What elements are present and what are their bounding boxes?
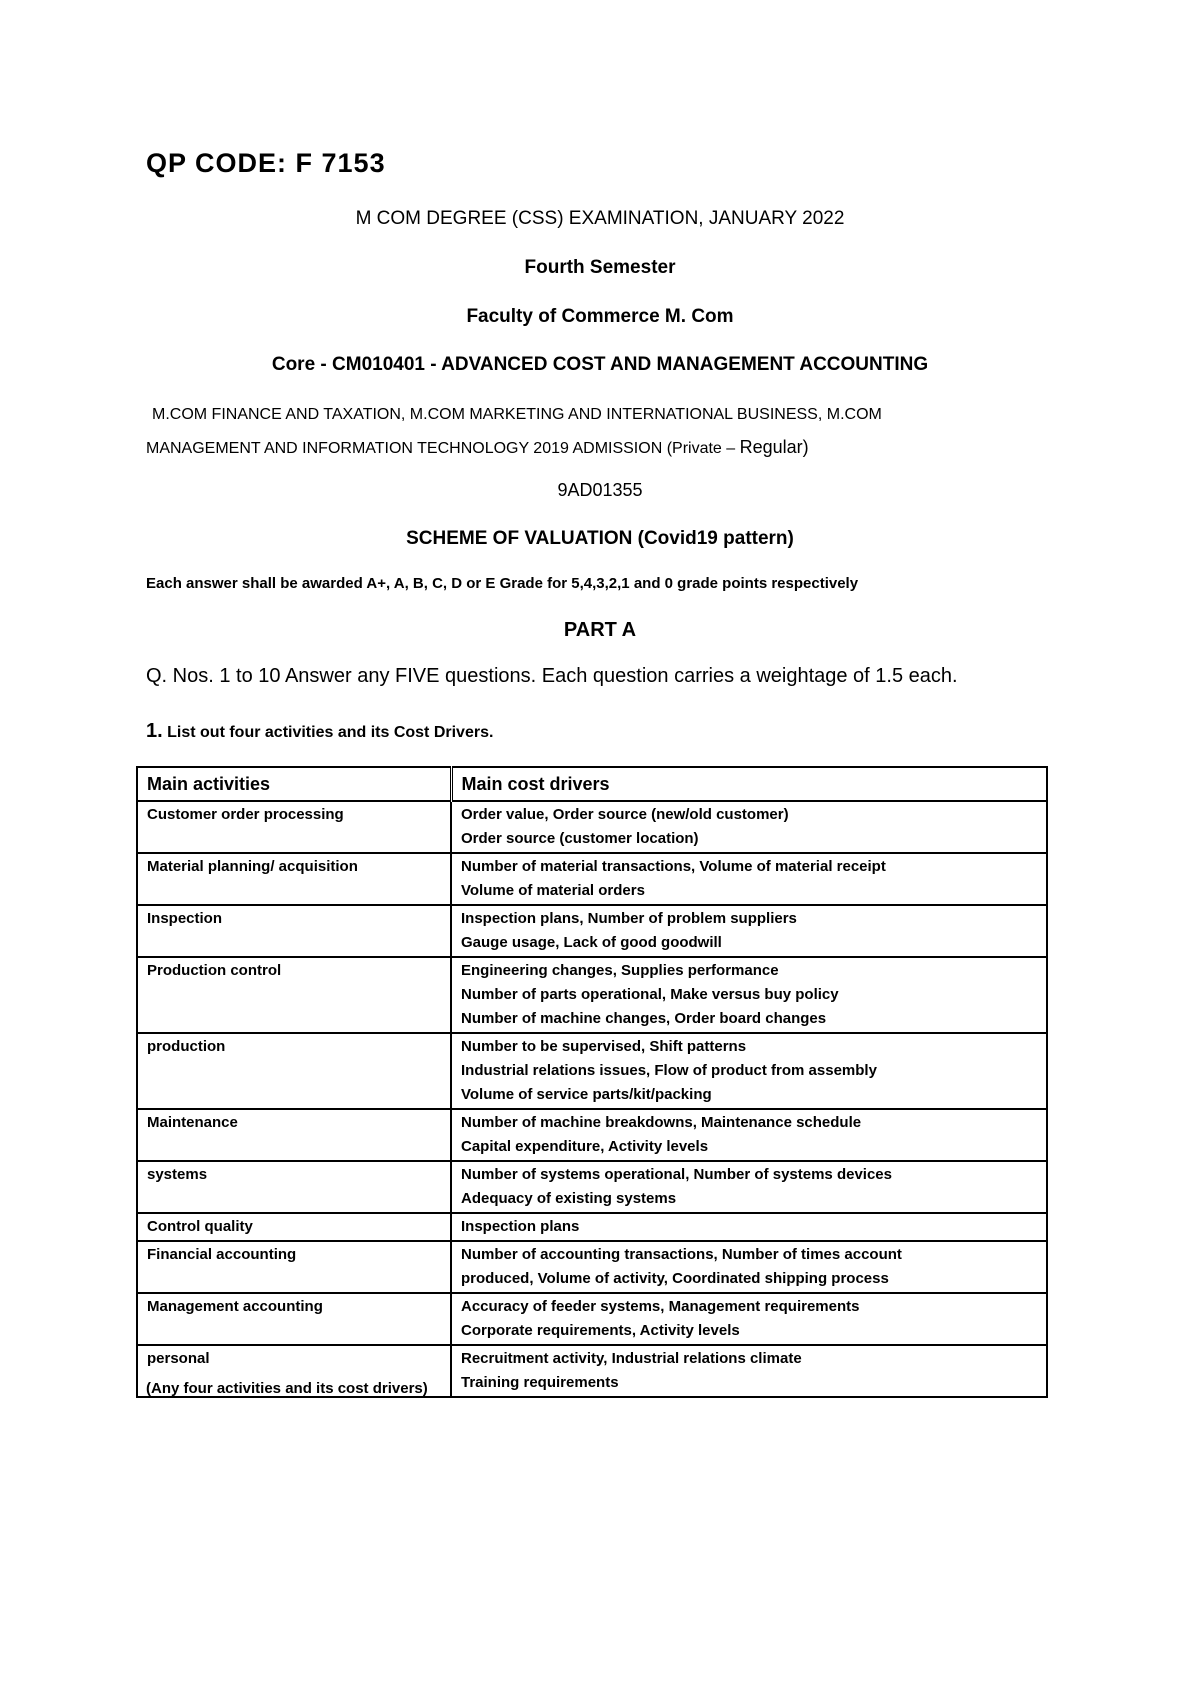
activity-cell: Management accounting [137, 1293, 451, 1345]
driver-line: Recruitment activity, Industrial relations climate [461, 1350, 802, 1367]
drivers-cell [451, 1109, 1047, 1161]
driver-line: Inspection plans [461, 1218, 580, 1235]
driver-line: Capital expenditure, Activity levels [461, 1138, 709, 1155]
driver-line: Number of machine changes, Order board changes [461, 1010, 827, 1027]
drivers-cell [451, 1293, 1047, 1345]
activity-cell: Production control [137, 957, 451, 1033]
activity-cell: systems [137, 1161, 451, 1213]
driver-line: Number of material transactions, Volume of material receipt [461, 858, 886, 875]
table-row [137, 905, 1047, 957]
drivers-cell [451, 957, 1047, 1033]
programme-line-1: M.COM FINANCE AND TAXATION, M.COM MARKETING AND INTERNATIONAL BUSINESS, M.COM [152, 406, 882, 423]
programme-regular: Regular) [739, 437, 809, 457]
activity-cell: personal [137, 1345, 451, 1397]
drivers-cell [451, 1213, 1047, 1241]
driver-line: Engineering changes, Supplies performance [461, 962, 779, 979]
table-row [137, 853, 1047, 905]
table-row [137, 1293, 1047, 1345]
table-row [137, 1213, 1047, 1241]
question-1-text: List out four activities and its Cost Drivers. [162, 724, 494, 741]
drivers-cell [451, 1241, 1047, 1293]
drivers-cell [451, 801, 1047, 853]
question-1-number: 1. [146, 720, 163, 742]
table-row [137, 1033, 1047, 1109]
activity-cell: Inspection [137, 905, 451, 957]
table-row [137, 1161, 1047, 1213]
driver-line: Corporate requirements, Activity levels [461, 1322, 740, 1339]
driver-line: Order value, Order source (new/old customer) [461, 806, 789, 823]
table-row [137, 801, 1047, 853]
exam-title: M COM DEGREE (CSS) EXAMINATION, JANUARY 2022 [355, 208, 845, 229]
table-row [137, 1109, 1047, 1161]
drivers-cell [451, 1033, 1047, 1109]
header-main-activities: Main activities [137, 767, 451, 801]
activity-cell: production [137, 1033, 451, 1109]
grading-note: Each answer shall be awarded A+, A, B, C, D or E Grade for 5,4,3,2,1 and 0 grade points respectively [146, 575, 859, 592]
header-main-cost-drivers: Main cost drivers [451, 767, 1047, 801]
drivers-cell [451, 905, 1047, 957]
activity-cell: Customer order processing [137, 801, 451, 853]
question-1 [146, 720, 493, 743]
driver-line: Number of parts operational, Make versus buy policy [461, 986, 839, 1003]
part-a-instructions: Q. Nos. 1 to 10 Answer any FIVE questions. Each question carries a weightage of 1.5 each. [146, 665, 958, 687]
cost-drivers-table [136, 766, 1048, 1398]
driver-line: produced, Volume of activity, Coordinated shipping process [461, 1270, 889, 1287]
scheme-title: SCHEME OF VALUATION (Covid19 pattern) [406, 528, 794, 549]
table-row [137, 1241, 1047, 1293]
driver-line: Number to be supervised, Shift patterns [461, 1038, 747, 1055]
activity-cell: Financial accounting [137, 1241, 451, 1293]
activity-cell: Control quality [137, 1213, 451, 1241]
driver-line: Order source (customer location) [461, 830, 699, 847]
drivers-cell [451, 1345, 1047, 1397]
activity-cell: Material planning/ acquisition [137, 853, 451, 905]
programme-list [146, 398, 1046, 465]
table-header-row [137, 767, 1047, 801]
table-row [137, 957, 1047, 1033]
semester: Fourth Semester [524, 257, 676, 278]
driver-line: Number of machine breakdowns, Maintenance schedule [461, 1114, 862, 1131]
driver-line: Number of accounting transactions, Number of times account [461, 1246, 902, 1263]
course-title: Core - CM010401 - ADVANCED COST AND MANAGEMENT ACCOUNTING [271, 354, 929, 375]
faculty: Faculty of Commerce M. Com [466, 306, 734, 327]
table-note: (Any four activities and its cost drivers) [146, 1380, 428, 1397]
driver-line: Adequacy of existing systems [461, 1190, 677, 1207]
drivers-cell [451, 853, 1047, 905]
driver-line: Number of systems operational, Number of systems devices [461, 1166, 892, 1183]
driver-line: Training requirements [461, 1374, 619, 1391]
driver-line: Volume of material orders [461, 882, 645, 899]
part-a-title: PART A [563, 619, 637, 641]
driver-line: Industrial relations issues, Flow of product from assembly [461, 1062, 877, 1079]
driver-line: Volume of service parts/kit/packing [461, 1086, 712, 1103]
driver-line: Accuracy of feeder systems, Management requirements [461, 1298, 860, 1315]
driver-line: Inspection plans, Number of problem suppliers [461, 910, 797, 927]
programme-line-2 [146, 431, 1046, 465]
qp-code: QP CODE: F 7153 [146, 148, 386, 178]
driver-line: Gauge usage, Lack of good goodwill [461, 934, 722, 951]
paper-code: 9AD01355 [557, 480, 643, 500]
drivers-cell [451, 1161, 1047, 1213]
programme-line-2-text: MANAGEMENT AND INFORMATION TECHNOLOGY 2019 ADMISSION (Private – [146, 440, 740, 457]
activity-cell: Maintenance [137, 1109, 451, 1161]
